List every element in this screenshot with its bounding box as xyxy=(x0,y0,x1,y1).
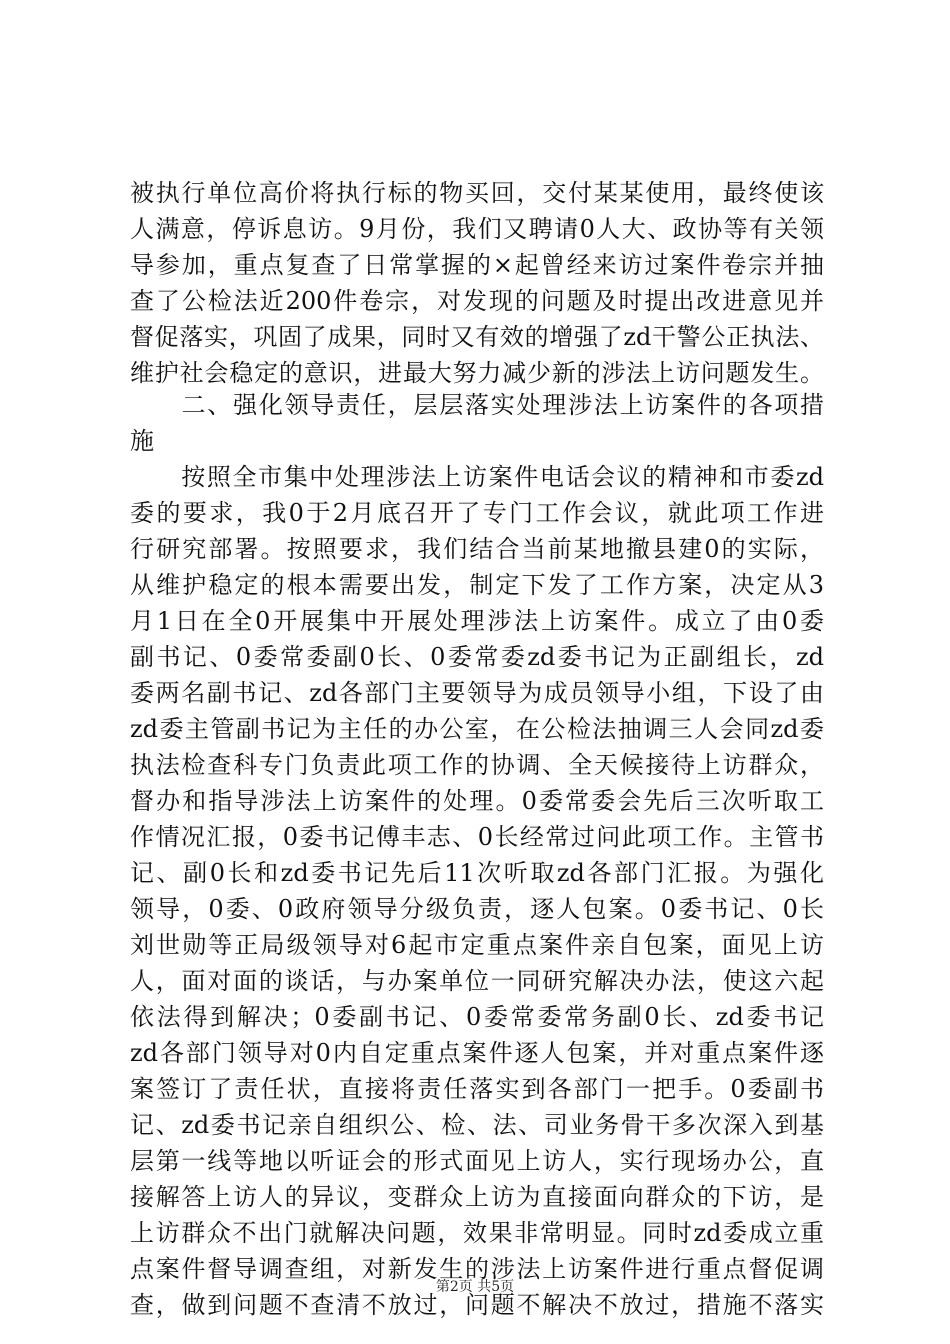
paragraph-line: 督促落实，巩固了成果，同时又有效的增强了zd干警公正执法、 xyxy=(130,323,824,351)
paragraph-line: 维护社会稳定的意识，进最大努力减少新的涉法上访问题发生。 xyxy=(130,359,824,387)
paragraph-line: 记、副0长和zd委书记先后11次听取zd各部门汇报。为强化 xyxy=(130,859,824,887)
paragraph-line: 月1日在全0开展集中开展处理涉法上访案件。成立了由0委 xyxy=(130,607,824,635)
paragraph-line: 督办和指导涉法上访案件的处理。0委常委会先后三次听取工 xyxy=(130,787,824,815)
paragraph-line: 查了公检法近200件卷宗，对发现的问题及时提出改进意见并 xyxy=(130,287,824,315)
page-footer xyxy=(0,1276,950,1296)
paragraph-line: zd各部门领导对0内自定重点案件逐人包案，并对重点案件逐 xyxy=(130,1039,824,1067)
paragraph-line: 层第一线等地以听证会的形式面见上访人，实行现场办公，直 xyxy=(130,1147,824,1175)
paragraph-line: 上访群众不出门就解决问题，效果非常明显。同时zd委成立重 xyxy=(130,1219,824,1247)
paragraph-line: 案签订了责任状，直接将责任落实到各部门一把手。0委副书 xyxy=(130,1075,824,1103)
page-number-label: 第2页 共5页 xyxy=(435,1279,515,1295)
paragraph-line: 执法检查科专门负责此项工作的协调、全天候接待上访群众， xyxy=(130,751,824,779)
paragraph-line: 记、zd委书记亲自组织公、检、法、司业务骨干多次深入到基 xyxy=(130,1111,824,1139)
paragraph-line: 副书记、0委常委副0长、0委常委zd委书记为正副组长，zd xyxy=(130,643,824,671)
paragraph-line: 导参加，重点复查了日常掌握的×起曾经来访过案件卷宗并抽 xyxy=(130,251,824,279)
paragraph-line: 按照全市集中处理涉法上访案件电话会议的精神和市委zd xyxy=(130,463,824,491)
section-heading xyxy=(130,387,824,459)
paragraph-2 xyxy=(130,459,824,1323)
paragraph-line: 点案件督导调查组，对新发生的涉法上访案件进行重点督促调 xyxy=(130,1255,824,1283)
paragraph-line: 从维护稳定的根本需要出发，制定下发了工作方案，决定从3 xyxy=(130,571,824,599)
paragraph-line: 领导，0委、0政府领导分级负责，逐人包案。0委书记、0长 xyxy=(130,895,824,923)
heading-line: 二、强化领导责任，层层落实处理涉法上访案件的各项措 xyxy=(130,391,824,419)
paragraph-line: 刘世勋等正局级领导对6起市定重点案件亲自包案，面见上访 xyxy=(130,931,824,959)
heading-line: 施 xyxy=(130,427,154,455)
paragraph-line: 依法得到解决；0委副书记、0委常委常务副0长、zd委书记 xyxy=(130,1003,824,1031)
paragraph-line: zd委主管副书记为主任的办公室，在公检法抽调三人会同zd委 xyxy=(130,715,824,743)
paragraph-1 xyxy=(130,175,824,391)
paragraph-line: 委两名副书记、zd各部门主要领导为成员领导小组，下设了由 xyxy=(130,679,824,707)
paragraph-line: 人满意，停诉息访。9月份，我们又聘请0人大、政协等有关领 xyxy=(130,215,824,243)
paragraph-line: 委的要求，我0于2月底召开了专门工作会议，就此项工作进 xyxy=(130,499,824,527)
paragraph-line: 被执行单位高价将执行标的物买回，交付某某使用，最终使该 xyxy=(130,179,824,207)
paragraph-line: 行研究部署。按照要求，我们结合当前某地撤县建0的实际， xyxy=(130,535,824,563)
paragraph-line: 人，面对面的谈话，与办案单位一同研究解决办法，使这六起 xyxy=(130,967,824,995)
paragraph-line: 查，做到问题不查清不放过，问题不解决不放过，措施不落实 xyxy=(130,1291,824,1319)
paragraph-line: 作情况汇报，0委书记傅丰志、0长经常过问此项工作。主管书 xyxy=(130,823,824,851)
paragraph-line: 接解答上访人的异议，变群众上访为直接面向群众的下访，是 xyxy=(130,1183,824,1211)
